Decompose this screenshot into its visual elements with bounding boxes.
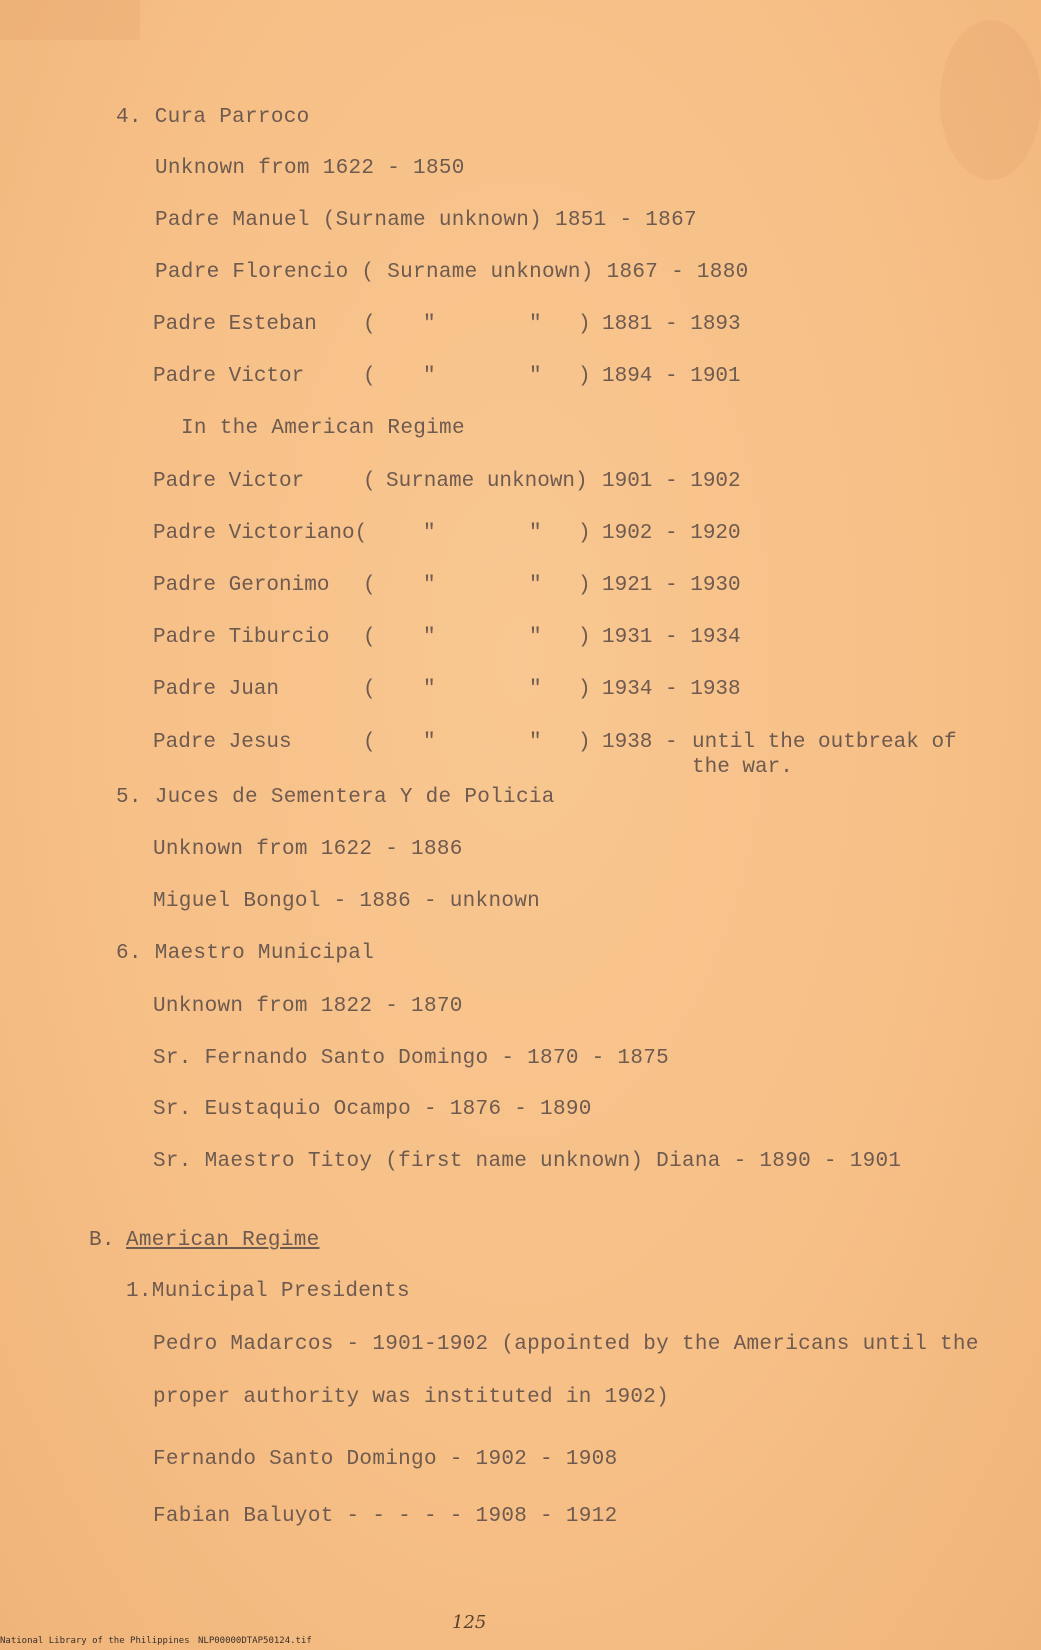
maestro-line: Sr. Maestro Titoy (first name unknown) Diana - 1890 - 1901 xyxy=(153,1150,902,1173)
years: 1881 - 1893 xyxy=(602,313,741,336)
priest-name: Padre Tiburcio xyxy=(153,626,330,649)
paren-open: ( xyxy=(363,574,376,597)
years: 1921 - 1930 xyxy=(602,574,741,597)
american-row-juan xyxy=(153,678,741,704)
paren-close: ) xyxy=(578,522,591,545)
note-line-2: the war. xyxy=(692,756,793,779)
juces-line: Unknown from 1622 - 1886 xyxy=(153,838,463,861)
priest-name: Padre Victor xyxy=(153,365,305,388)
juces-line: Miguel Bongol - 1886 - unknown xyxy=(153,890,541,913)
paren-open: ( xyxy=(363,470,376,493)
president-line: proper authority was instituted in 1902) xyxy=(153,1386,670,1409)
president-line: Fernando Santo Domingo - 1902 - 1908 xyxy=(153,1448,618,1471)
maestro-line: Sr. Fernando Santo Domingo - 1870 - 1875 xyxy=(153,1047,670,1070)
paren-open: ( xyxy=(363,678,376,701)
maestro-line: Sr. Eustaquio Ocampo - 1876 - 1890 xyxy=(153,1098,592,1121)
surname-note: Surname unknown) xyxy=(386,470,588,493)
years: 1894 - 1901 xyxy=(602,365,741,388)
ditto-mark: " xyxy=(529,626,542,649)
paren-close: ) xyxy=(578,678,591,701)
ditto-mark: " xyxy=(423,731,436,754)
paren-close: ) xyxy=(578,626,591,649)
section-b-heading: American Regime xyxy=(126,1229,320,1252)
american-row-geronimo xyxy=(153,574,741,600)
cura-row-manuel: Padre Manuel (Surname unknown) 1851 - 1867 xyxy=(155,209,697,232)
years: 1938 - xyxy=(602,731,678,754)
paper-stain xyxy=(940,20,1041,180)
ditto-mark: " xyxy=(529,574,542,597)
section-b-prefix: B. xyxy=(89,1229,115,1252)
years: 1931 - 1934 xyxy=(602,626,741,649)
priest-name: Padre Jesus xyxy=(153,731,292,754)
library-credit: National Library of the Philippines xyxy=(0,1636,190,1646)
cura-heading: 4. Cura Parroco xyxy=(116,106,310,129)
ditto-mark: " xyxy=(529,365,542,388)
ditto-mark: " xyxy=(423,574,436,597)
ditto-mark: " xyxy=(529,731,542,754)
american-row-victoriano xyxy=(153,522,741,548)
maestro-heading: 6. Maestro Municipal xyxy=(116,942,375,965)
municipal-presidents-heading: 1.Municipal Presidents xyxy=(126,1280,410,1303)
maestro-line: Unknown from 1822 - 1870 xyxy=(153,995,463,1018)
ditto-mark: " xyxy=(423,626,436,649)
president-line: Pedro Madarcos - 1901-1902 (appointed by the Americans until the xyxy=(153,1333,979,1356)
paren-open: ( xyxy=(363,365,376,388)
ditto-mark: " xyxy=(529,313,542,336)
ditto-mark: " xyxy=(423,365,436,388)
priest-name: Padre Juan xyxy=(153,678,280,701)
paren-close: ) xyxy=(578,365,591,388)
american-row-jesus xyxy=(153,731,957,783)
ditto-mark: " xyxy=(423,678,436,701)
years: 1934 - 1938 xyxy=(602,678,741,701)
paren-open: ( xyxy=(363,313,376,336)
paper-stain xyxy=(0,0,140,40)
priest-name: Padre Esteban xyxy=(153,313,317,336)
ditto-mark: " xyxy=(529,678,542,701)
juces-heading: 5. Juces de Sementera Y de Policia xyxy=(116,786,555,809)
paren-close: ) xyxy=(578,313,591,336)
cura-unknown: Unknown from 1622 - 1850 xyxy=(155,157,465,180)
page-number: 125 xyxy=(452,1612,487,1633)
cura-row-esteban xyxy=(153,313,741,339)
president-line: Fabian Baluyot - - - - - 1908 - 1912 xyxy=(153,1505,618,1528)
ditto-mark: " xyxy=(529,522,542,545)
american-row-victor xyxy=(153,470,741,496)
years: 1901 - 1902 xyxy=(602,470,741,493)
priest-name: Padre Geronimo xyxy=(153,574,330,597)
priest-name: Padre Victor xyxy=(153,470,305,493)
american-regime-label: In the American Regime xyxy=(181,417,465,440)
ditto-mark: " xyxy=(423,522,436,545)
paren-open: ( xyxy=(363,626,376,649)
paren-close: ) xyxy=(578,731,591,754)
years: 1902 - 1920 xyxy=(602,522,741,545)
cura-row-florencio: Padre Florencio ( Surname unknown) 1867 - 1880 xyxy=(155,261,749,284)
paren-close: ) xyxy=(578,574,591,597)
american-row-tiburcio xyxy=(153,626,741,652)
note-line-1: until the outbreak of xyxy=(692,731,957,754)
priest-name: Padre Victoriano( xyxy=(153,522,368,545)
file-name: NLP00000DTAP50124.tif xyxy=(198,1636,312,1646)
ditto-mark: " xyxy=(423,313,436,336)
cura-row-victor xyxy=(153,365,741,391)
paren-open: ( xyxy=(363,731,376,754)
